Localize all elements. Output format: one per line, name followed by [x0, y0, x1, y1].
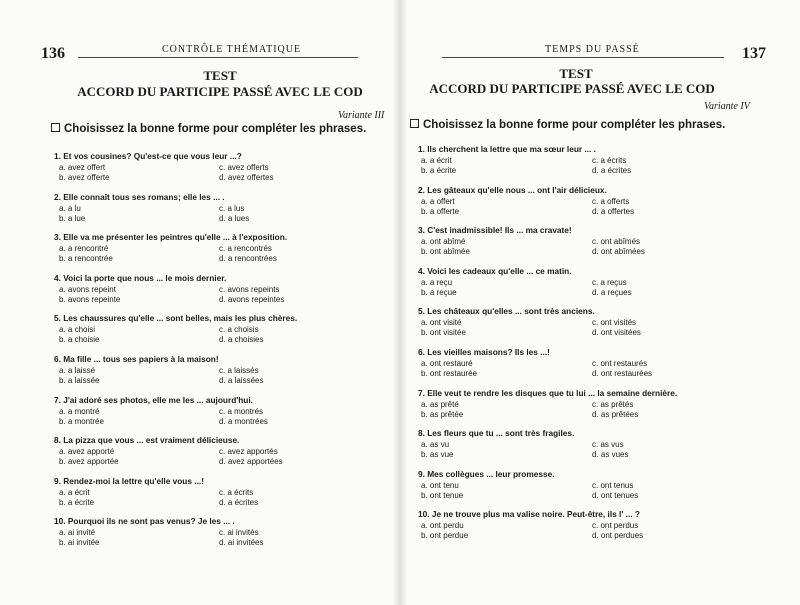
- question-text: 7. J'ai adoré ses photos, elle me les ... aujourd'hui.: [54, 394, 253, 405]
- instruction-text: Choisissez la bonne forme pour compléter les phrases.: [423, 119, 726, 131]
- option-a: a. ont abîmé: [421, 237, 466, 247]
- option-d: d. a écrites: [592, 166, 632, 175]
- option-c: c. ont tenus: [592, 480, 634, 490]
- option-a: a. a laissé: [59, 365, 96, 375]
- question-text: 2. Elle connaît tous ses romans; elle les ... .: [54, 191, 225, 202]
- option-d: d. ont abîmées: [592, 247, 645, 257]
- option-a: a. a choisi: [59, 325, 96, 335]
- question-text: 7. Elle veut te rendre les disques que tu lui ... la semaine dernière.: [418, 387, 678, 398]
- option-b: b. avons repeinte: [59, 294, 121, 304]
- question-text: 3. Elle va me présenter les peintres qu'elle ... à l'exposition.: [54, 232, 288, 243]
- question-list: [54, 151, 384, 557]
- option-d: d. ont perdues: [592, 531, 644, 541]
- variant-label: Variante IV: [704, 101, 750, 112]
- question-item: [418, 185, 758, 226]
- running-head: CONTRÔLE THÉMATIQUE: [162, 44, 302, 55]
- option-c: c. a lus: [219, 203, 245, 213]
- option-a: a. a montré: [59, 406, 100, 416]
- option-d: d. avez offertes: [219, 173, 274, 182]
- option-c: c. ont visités: [592, 318, 637, 328]
- option-b: b. ai invitée: [59, 538, 100, 548]
- question-text: 8. Les fleurs que tu ... sont très fragiles.: [418, 428, 575, 439]
- option-b: b. a offerte: [421, 206, 460, 216]
- page-number: 136: [41, 45, 65, 62]
- question-item: [54, 192, 384, 233]
- question-item: [418, 347, 758, 388]
- option-d: d. as prêtées: [592, 409, 639, 419]
- option-b: b. a montrée: [59, 416, 104, 426]
- option-c: c. avez apportés: [219, 447, 278, 457]
- option-c: c. a choisis: [219, 325, 259, 335]
- variant-label: Variante III: [338, 110, 385, 121]
- question-text: 5. Les chaussures qu'elle ... sont belles, mais les plus chères.: [54, 313, 298, 324]
- option-a: a. ai invité: [59, 528, 96, 538]
- question-text: 1. Ils cherchent la lettre que ma sœur leur ... .: [418, 144, 596, 154]
- option-c: c. avons repeints: [219, 284, 280, 294]
- option-b: b. avez offerte: [59, 173, 110, 182]
- question-text: 5. Les châteaux qu'elles ... sont très anciens.: [418, 306, 595, 317]
- option-a: a. avons repeint: [59, 284, 116, 294]
- option-b: b. a écrite: [421, 166, 457, 175]
- question-item: [418, 144, 758, 185]
- option-b: b. ont perdue: [421, 531, 469, 541]
- question-text: 9. Mes collègues ... leur promesse.: [418, 468, 555, 479]
- option-c: c. a offerts: [592, 196, 630, 206]
- option-d: d. ont visitées: [592, 328, 641, 338]
- question-text: 3. C'est inadmissible! Ils ... ma cravate!: [418, 225, 572, 236]
- option-c: c. a laissés: [219, 365, 259, 375]
- option-a: a. avez apporté: [59, 447, 115, 457]
- option-b: b. a lue: [59, 213, 86, 223]
- option-c: c. ai invités: [219, 528, 259, 538]
- option-c: c. a reçus: [592, 277, 627, 287]
- question-item: [54, 435, 384, 476]
- option-c: c. ont abîmés: [592, 237, 641, 247]
- left-page: [0, 0, 398, 605]
- option-a: a. as prêté: [421, 399, 459, 409]
- option-b: b. ont visitée: [421, 328, 466, 338]
- option-c: c. as vus: [592, 440, 624, 450]
- question-text: 8. La pizza que vous ... est vraiment délicieuse.: [54, 435, 240, 446]
- question-item: [54, 313, 384, 354]
- option-b: b. as vue: [421, 450, 454, 460]
- option-a: a. avez offert: [59, 163, 106, 172]
- option-d: d. as vues: [592, 450, 629, 460]
- option-c: c. ont restaurés: [592, 358, 648, 368]
- option-a: a. ont visité: [421, 318, 462, 328]
- question-item: [54, 516, 384, 557]
- option-b: b. avez apportée: [59, 457, 119, 467]
- question-item: [54, 273, 384, 314]
- question-item: [418, 469, 758, 510]
- option-c: c. avez offerts: [219, 163, 269, 172]
- option-b: b. ont abîmée: [421, 247, 470, 257]
- test-subtitle: ACCORD DU PARTICIPE PASSÉ AVEC LE COD: [429, 81, 715, 96]
- option-a: a. ont tenu: [421, 480, 459, 490]
- option-a: a. a lu: [59, 203, 81, 213]
- option-a: a. as vu: [421, 440, 450, 450]
- option-b: b. a rencontrée: [59, 254, 113, 264]
- instruction: [51, 123, 366, 135]
- option-c: c. a écrits: [592, 156, 627, 165]
- option-c: c. as prêtés: [592, 399, 634, 409]
- question-item: [418, 225, 758, 266]
- option-d: d. a lues: [219, 213, 250, 223]
- option-d: d. ont tenues: [592, 490, 639, 500]
- option-b: b. ont restaurée: [421, 368, 478, 378]
- option-c: c. a montrés: [219, 406, 264, 416]
- question-item: [54, 232, 384, 273]
- option-c: c. ont perdus: [592, 521, 639, 531]
- question-text: 10. Pourquoi ils ne sont pas venus? Je les ... .: [54, 516, 235, 527]
- option-b: b. a reçue: [421, 287, 457, 297]
- option-a: a. a écrit: [59, 487, 90, 497]
- checkbox-icon: [410, 119, 419, 128]
- question-list: [418, 144, 758, 550]
- test-subtitle: ACCORD DU PARTICIPE PASSÉ AVEC LE COD: [77, 84, 363, 99]
- right-page: [402, 0, 800, 605]
- question-text: 10. Je ne trouve plus ma valise noire. Peut-être, ils l' ... ?: [418, 509, 640, 520]
- question-item: [418, 428, 758, 469]
- page-number: 137: [742, 45, 766, 62]
- option-a: a. a offert: [421, 196, 455, 206]
- test-title: TEST: [559, 66, 593, 81]
- option-a: a. a rencontré: [59, 244, 109, 254]
- header-rule: [442, 57, 724, 58]
- question-text: 2. Les gâteaux qu'elle nous ... ont l'air délicieux.: [418, 184, 607, 195]
- option-b: b. a écrite: [59, 497, 95, 507]
- checkbox-icon: [51, 123, 60, 132]
- question-text: 9. Rendez-moi la lettre qu'elle vous ...!: [54, 475, 204, 486]
- option-c: c. a rencontrés: [219, 244, 272, 254]
- option-d: d. a choisies: [219, 335, 264, 345]
- option-b: b. ont tenue: [421, 490, 464, 500]
- question-item: [54, 151, 384, 192]
- question-item: [418, 266, 758, 307]
- option-d: d. a montrées: [219, 416, 268, 426]
- question-text: 4. Voici les cadeaux qu'elle ... ce matin.: [418, 265, 572, 276]
- option-d: d. a reçues: [592, 287, 632, 297]
- test-title: TEST: [203, 68, 237, 83]
- option-d: d. a rencontrées: [219, 254, 277, 264]
- option-d: d. a écrites: [219, 497, 259, 507]
- option-a: a. a écrit: [421, 156, 452, 165]
- option-d: d. avons repeintes: [219, 294, 285, 304]
- question-text: 4. Voici la porte que nous ... le mois dernier.: [54, 272, 227, 283]
- instruction-text: Choisissez la bonne forme pour compléter les phrases.: [64, 123, 367, 135]
- option-a: a. ont perdu: [421, 521, 464, 531]
- header-rule: [78, 57, 358, 58]
- question-item: [54, 354, 384, 395]
- running-head: TEMPS DU PASSÉ: [545, 44, 640, 55]
- option-a: a. a reçu: [421, 277, 453, 287]
- option-a: a. ont restauré: [421, 358, 473, 368]
- instruction: [410, 119, 725, 131]
- option-b: b. a choisie: [59, 335, 100, 345]
- question-text: 6. Les vieilles maisons? Ils les ...!: [418, 346, 550, 357]
- option-d: d. a offertes: [592, 206, 635, 216]
- option-d: d. ai invitées: [219, 538, 264, 548]
- option-b: b. a laissée: [59, 375, 100, 385]
- option-d: d. avez apportées: [219, 457, 283, 467]
- question-text: 1. Et vos cousines? Qu'est-ce que vous leur ...?: [54, 151, 242, 161]
- question-item: [418, 306, 758, 347]
- option-b: b. as prêtée: [421, 409, 464, 419]
- question-item: [54, 395, 384, 436]
- option-d: d. a laissées: [219, 375, 264, 385]
- option-d: d. ont restaurées: [592, 368, 653, 378]
- question-item: [418, 388, 758, 429]
- question-item: [418, 509, 758, 550]
- option-c: c. a écrits: [219, 487, 254, 497]
- question-text: 6. Ma fille ... tous ses papiers à la maison!: [54, 353, 219, 364]
- question-item: [54, 476, 384, 517]
